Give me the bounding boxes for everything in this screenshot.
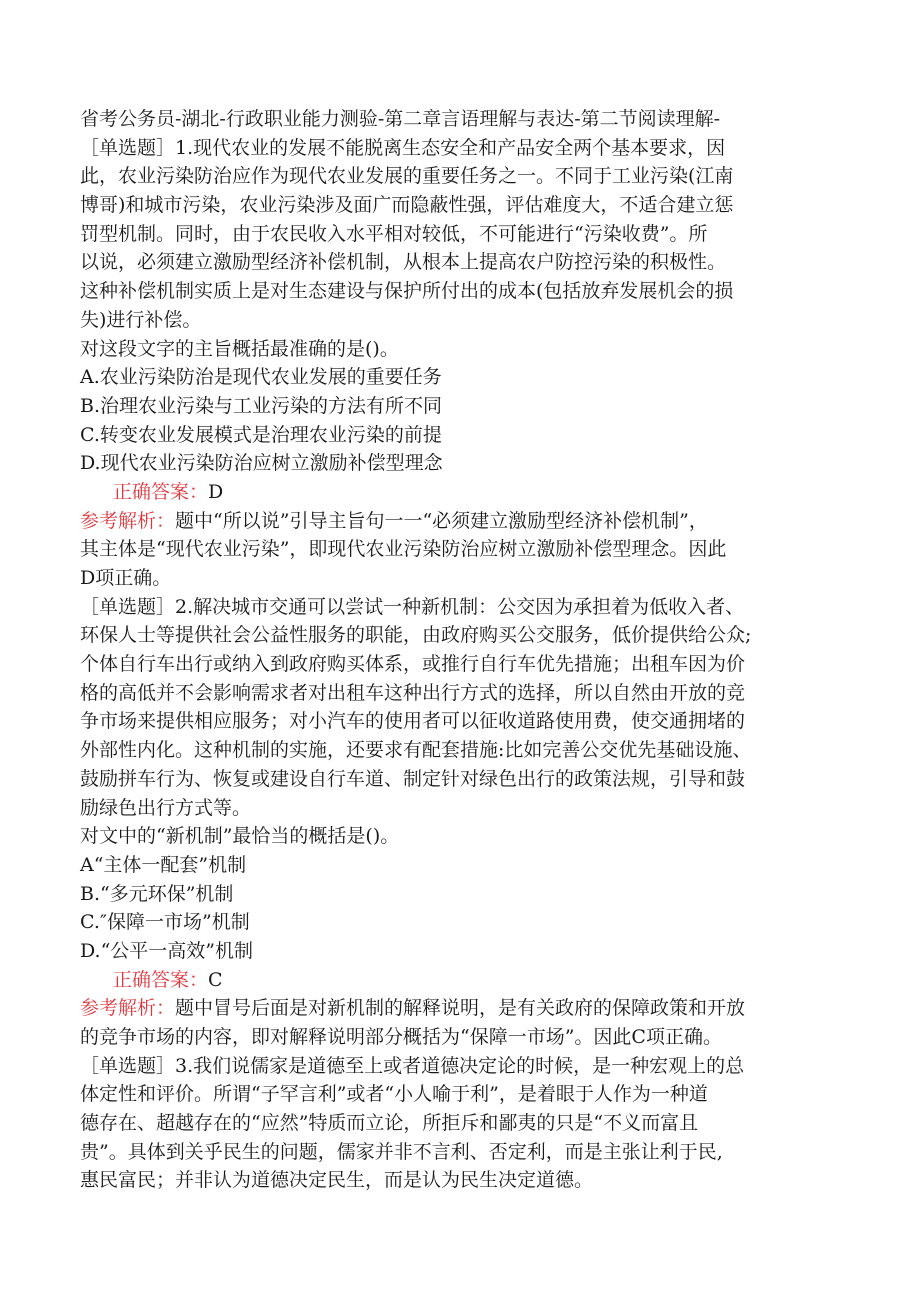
option-c: C.″保障一市场”机制: [80, 911, 250, 934]
question-stem-line: 体定性和评价。所谓“子罕言利”或者“小人喻于利”，是着眼于人作为一种道: [80, 1083, 708, 1106]
correct-answer-label: 正确答案：: [113, 968, 209, 991]
analysis-line: [80, 507, 850, 536]
question-stem-line: ［单选题］2.解决城市交通可以尝试一种新机制：公交因为承担着为低收入者、: [80, 595, 745, 618]
option-d: D.现代农业污染防治应树立激励补偿型理念: [80, 452, 443, 475]
document-header: 省考公务员-湖北-行政职业能力测验-第二章言语理解与表达-第二节阅读理解-: [80, 108, 721, 130]
question-stem-line: ［单选题］1.现代农业的发展不能脱离生态安全和产品安全两个基本要求，因: [80, 136, 726, 159]
question-2: [80, 593, 850, 1052]
correct-answer: [80, 478, 850, 507]
option-b: B.治理农业污染与工业污染的方法有所不同: [80, 394, 443, 417]
question-prompt: 对文中的“新机制”最恰当的概括是()。: [80, 825, 400, 848]
question-stem-line: 以说，必须建立激励型经济补偿机制，从根本上提高农户防控污染的积极性。: [80, 251, 727, 274]
question-stem-line: 贵”。具体到关乎民生的问题，儒家并非不言利、否定利，而是主张让利于民,: [80, 1140, 723, 1163]
correct-answer-value: C: [208, 968, 223, 991]
question-1: [80, 134, 850, 593]
correct-answer-label: 正确答案：: [113, 480, 209, 503]
question-stem-line: ［单选题］3.我们说儒家是道德至上或者道德决定论的时候，是一种宏观上的总: [80, 1054, 745, 1077]
correct-answer: [80, 966, 850, 995]
question-stem-line: 个体自行车出行或纳入到政府购买体系，或推行自行车优先措施；出租车因为价: [80, 653, 746, 676]
option-c: C.转变农业发展模式是治理农业污染的前提: [80, 423, 442, 446]
question-stem-line: 罚型机制。同时，由于农民收入水平相对较低，不可能进行“污染收费”。所: [80, 222, 708, 245]
question-stem-line: 外部性内化。这种机制的实施，还要求有配套措施:比如完善公交优先基础设施、: [80, 739, 752, 762]
option-d: D.“公平一高效”机制: [80, 939, 254, 962]
question-prompt: 对这段文字的主旨概括最准确的是()。: [80, 337, 399, 360]
question-stem-line: 励绿色出行方式等。: [80, 796, 252, 819]
option-b: B.“多元环保”机制: [80, 882, 234, 905]
analysis-label: 参考解析：: [80, 509, 176, 532]
correct-answer-value: D: [208, 480, 224, 503]
analysis-label: 参考解析：: [80, 997, 176, 1020]
analysis-line: [80, 994, 850, 1023]
question-stem-line: 惠民富民；并非认为道德决定民生，而是认为民生决定道德。: [80, 1169, 594, 1192]
question-stem-line: 格的高低并不会影响需求者对出租车这种出行方式的选择，所以自然由开放的竞: [80, 681, 746, 704]
question-stem-line: 博哥)和城市污染，农业污染涉及面广而隐蔽性强，评估难度大，不适合建立惩: [80, 194, 734, 217]
question-stem-line: 争市场来提供相应服务；对小汽车的使用者可以征收道路使用费，使交通拥堵的: [80, 710, 746, 733]
analysis-text: 题中冒号后面是对新机制的解释说明，是有关政府的保障政策和开放: [175, 997, 746, 1020]
question-stem-line: 鼓励拼车行为、恢复或建设自行车道、制定针对绿色出行的政策法规，引导和鼓: [80, 767, 746, 790]
document-page: [80, 105, 850, 1195]
analysis-line: 的竞争市场的内容，即对解释说明部分概括为“保障一市场”。因此C项正确。: [80, 1026, 722, 1048]
option-a: A“主体一配套”机制: [80, 853, 247, 876]
analysis-text: 题中“所以说”引导主旨句一一“必须建立激励型经济补偿机制”，: [175, 509, 708, 532]
question-stem-line: 德存在、超越存在的“应然”特质而立论，所拒斥和鄙夷的只是“不义而富且: [80, 1112, 699, 1135]
question-stem-line: 这种补偿机制实质上是对生态建设与保护所付出的成本(包括放弃发展机会的损: [80, 280, 734, 303]
question-stem-line: 失)进行补偿。: [80, 308, 202, 331]
analysis-line: 其主体是“现代农业污染”，即现代农业污染防治应树立激励补偿型理念。因此: [80, 538, 727, 561]
analysis-line: D项正确。: [80, 567, 172, 589]
question-stem-line: 此，农业污染防治应作为现代农业发展的重要任务之一。不同于工业污染(江南: [80, 165, 734, 188]
question-stem-line: 环保人士等提供社会公益性服务的职能，由政府购买公交服务，低价提供给公众;: [80, 624, 752, 647]
option-a: A.农业污染防治是现代农业发展的重要任务: [80, 366, 442, 389]
question-3: [80, 1052, 850, 1195]
